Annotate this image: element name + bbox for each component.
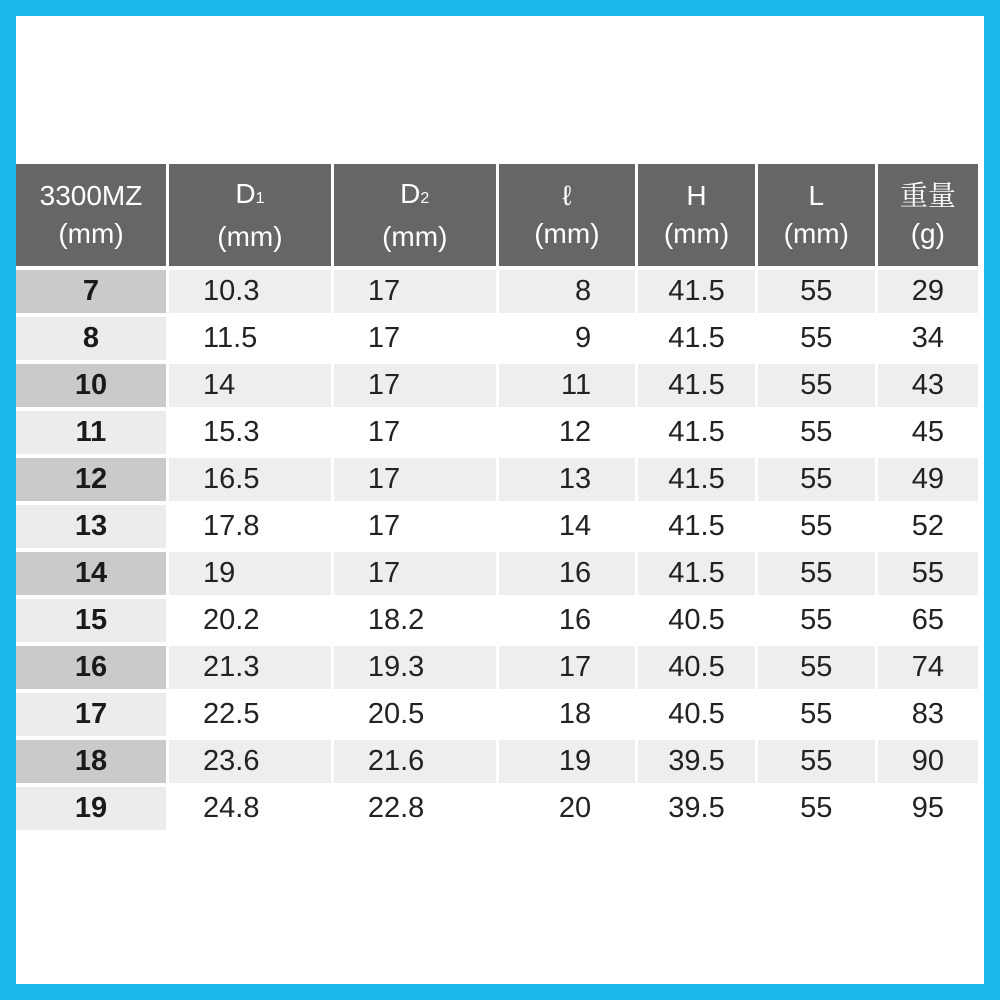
h-cell: 40.5 (638, 693, 755, 736)
h-cell: 41.5 (638, 552, 755, 595)
header-row (16, 164, 978, 266)
d1-cell: 17.8 (169, 505, 331, 548)
l-script-cell: 12 (499, 411, 635, 454)
d1-cell: 16.5 (169, 458, 331, 501)
table-row (16, 552, 978, 595)
weight-cell: 55 (878, 552, 978, 595)
d1-cell: 11.5 (169, 317, 331, 360)
h-cell: 41.5 (638, 364, 755, 407)
weight-cell: 83 (878, 693, 978, 736)
size-cell: 17 (16, 693, 166, 736)
header-model: 3300MZ (mm) (16, 164, 166, 266)
size-cell: 18 (16, 740, 166, 783)
l-script-cell: 9 (499, 317, 635, 360)
l-cell: 55 (758, 317, 875, 360)
weight-cell: 65 (878, 599, 978, 642)
l-script-cell: 13 (499, 458, 635, 501)
d2-cell: 17 (334, 364, 496, 407)
size-cell: 7 (16, 270, 166, 313)
l-script-cell: 14 (499, 505, 635, 548)
header-h: H (mm) (638, 164, 755, 266)
weight-cell: 43 (878, 364, 978, 407)
size-cell: 14 (16, 552, 166, 595)
size-cell: 19 (16, 787, 166, 830)
h-cell: 40.5 (638, 646, 755, 689)
d2-cell: 19.3 (334, 646, 496, 689)
weight-cell: 74 (878, 646, 978, 689)
l-cell: 55 (758, 693, 875, 736)
header-weight: 重量 (g) (878, 164, 978, 266)
weight-cell: 34 (878, 317, 978, 360)
l-cell: 55 (758, 646, 875, 689)
h-cell: 41.5 (638, 270, 755, 313)
l-script-cell: 20 (499, 787, 635, 830)
table-row (16, 458, 978, 501)
d2-cell: 17 (334, 505, 496, 548)
size-cell: 8 (16, 317, 166, 360)
table-row (16, 411, 978, 454)
l-script-cell: 16 (499, 599, 635, 642)
l-cell: 55 (758, 505, 875, 548)
d1-cell: 23.6 (169, 740, 331, 783)
d1-cell: 14 (169, 364, 331, 407)
size-cell: 16 (16, 646, 166, 689)
d2-cell: 17 (334, 411, 496, 454)
l-cell: 55 (758, 458, 875, 501)
d1-cell: 10.3 (169, 270, 331, 313)
d1-cell: 24.8 (169, 787, 331, 830)
l-cell: 55 (758, 787, 875, 830)
table-row (16, 599, 978, 642)
l-cell: 55 (758, 364, 875, 407)
l-script-cell: 18 (499, 693, 635, 736)
h-cell: 41.5 (638, 458, 755, 501)
d1-cell: 21.3 (169, 646, 331, 689)
size-cell: 13 (16, 505, 166, 548)
table-row (16, 693, 978, 736)
header-d1: D1 (mm) (169, 164, 331, 266)
size-cell: 15 (16, 599, 166, 642)
table-row (16, 646, 978, 689)
d1-cell: 19 (169, 552, 331, 595)
table-row (16, 787, 978, 830)
d2-cell: 17 (334, 270, 496, 313)
weight-cell: 29 (878, 270, 978, 313)
size-cell: 12 (16, 458, 166, 501)
table-row (16, 317, 978, 360)
dimension-table (13, 160, 981, 834)
weight-cell: 45 (878, 411, 978, 454)
table-row (16, 505, 978, 548)
d2-cell: 17 (334, 317, 496, 360)
d2-cell: 18.2 (334, 599, 496, 642)
d2-cell: 21.6 (334, 740, 496, 783)
h-cell: 39.5 (638, 740, 755, 783)
l-script-cell: 11 (499, 364, 635, 407)
l-cell: 55 (758, 270, 875, 313)
header-d2: D2 (mm) (334, 164, 496, 266)
l-cell: 55 (758, 740, 875, 783)
header-l-script: ℓ (mm) (499, 164, 635, 266)
d1-cell: 20.2 (169, 599, 331, 642)
h-cell: 41.5 (638, 411, 755, 454)
table-row (16, 364, 978, 407)
table-row (16, 740, 978, 783)
size-cell: 10 (16, 364, 166, 407)
weight-cell: 52 (878, 505, 978, 548)
table-body (16, 270, 978, 830)
d2-cell: 20.5 (334, 693, 496, 736)
l-script-cell: 16 (499, 552, 635, 595)
spec-sheet (16, 16, 984, 984)
l-script-cell: 8 (499, 270, 635, 313)
l-cell: 55 (758, 552, 875, 595)
l-script-cell: 19 (499, 740, 635, 783)
l-script-cell: 17 (499, 646, 635, 689)
weight-cell: 90 (878, 740, 978, 783)
weight-cell: 49 (878, 458, 978, 501)
d2-cell: 22.8 (334, 787, 496, 830)
l-cell: 55 (758, 599, 875, 642)
size-cell: 11 (16, 411, 166, 454)
table-row (16, 270, 978, 313)
header-l: L (mm) (758, 164, 875, 266)
h-cell: 39.5 (638, 787, 755, 830)
weight-cell: 95 (878, 787, 978, 830)
h-cell: 40.5 (638, 599, 755, 642)
d1-cell: 22.5 (169, 693, 331, 736)
l-cell: 55 (758, 411, 875, 454)
d2-cell: 17 (334, 552, 496, 595)
d1-cell: 15.3 (169, 411, 331, 454)
h-cell: 41.5 (638, 317, 755, 360)
d2-cell: 17 (334, 458, 496, 501)
h-cell: 41.5 (638, 505, 755, 548)
